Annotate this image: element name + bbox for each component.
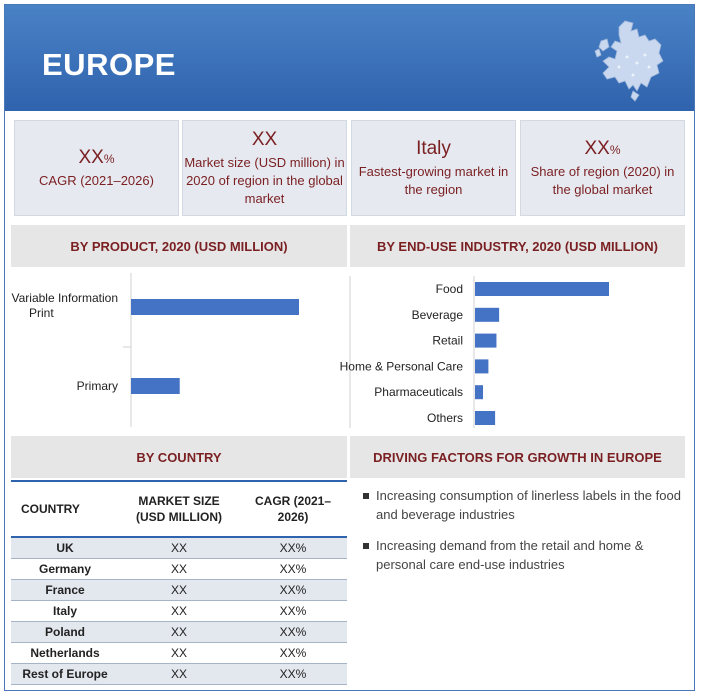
by-end-use-svg	[339, 270, 685, 430]
col-header-country: COUNTRY	[11, 481, 119, 537]
country-cell: Rest of Europe	[11, 663, 119, 684]
kpi-cagr	[14, 120, 179, 216]
cagr-cell: XX%	[239, 600, 347, 621]
kpi-row	[11, 118, 687, 218]
market-size-cell: XX	[119, 663, 239, 684]
country-table	[11, 480, 347, 685]
kpi-value: XX	[78, 146, 104, 168]
driving-factors-heading: DRIVING FACTORS FOR GROWTH IN EUROPE	[350, 436, 685, 478]
market-size-cell: XX	[119, 579, 239, 600]
cagr-cell: XX%	[239, 621, 347, 642]
cagr-cell: XX%	[239, 642, 347, 663]
kpi-value: XX	[584, 137, 610, 159]
bullet-icon	[363, 493, 369, 499]
col-header-market-size	[119, 481, 239, 537]
table-row	[11, 558, 347, 579]
by-end-use-chart	[339, 270, 685, 430]
country-cell: Poland	[11, 621, 119, 642]
country-cell: Netherlands	[11, 642, 119, 663]
factor-text: Increasing consumption of linerless labels in the food and beverage industries	[376, 488, 681, 522]
category-label: Home & Personal Care	[339, 359, 463, 374]
table-row	[11, 642, 347, 663]
bar-3	[475, 359, 488, 373]
cagr-cell: XX%	[239, 537, 347, 558]
table-row	[11, 579, 347, 600]
kpi-share-of-region	[520, 120, 685, 216]
table-row	[11, 537, 347, 558]
by-product-svg	[11, 270, 347, 430]
list-item	[361, 486, 681, 524]
market-size-cell: XX	[119, 537, 239, 558]
kpi-description: Share of region (2020) in the global market	[530, 163, 675, 197]
table-row	[11, 663, 347, 684]
bar-1	[475, 308, 499, 322]
kpi-unit: %	[609, 142, 621, 157]
by-product-chart	[11, 270, 347, 430]
factor-text: Increasing demand from the retail and home & personal care end-use industries	[376, 538, 644, 572]
category-label: Others	[426, 411, 463, 425]
kpi-description: Market size (USD million) in 2020 of region in the global market	[184, 154, 345, 206]
bullet-icon	[363, 543, 369, 549]
driving-factors-list	[361, 486, 681, 586]
bar-0	[131, 299, 299, 315]
kpi-fastest-growing	[351, 120, 516, 216]
col-header-cagr	[239, 481, 347, 537]
europe-map-icon	[589, 17, 669, 103]
by-end-use-heading: BY END-USE INDUSTRY, 2020 (USD MILLION)	[350, 225, 685, 267]
table-row	[11, 621, 347, 642]
country-cell: Italy	[11, 600, 119, 621]
market-size-cell: XX	[119, 558, 239, 579]
country-cell: France	[11, 579, 119, 600]
country-cell: UK	[11, 537, 119, 558]
bar-2	[475, 334, 496, 348]
bar-4	[475, 385, 483, 399]
country-table-body	[11, 537, 347, 684]
kpi-description: CAGR (2021–2026)	[39, 172, 154, 188]
header-banner	[5, 5, 694, 111]
col-header-cagr-text: CAGR (2021–2026)	[254, 494, 332, 524]
col-header-market-size-text: MARKET SIZE (USD MILLION)	[136, 494, 222, 524]
kpi-market-size	[182, 120, 347, 216]
category-label: Retail	[432, 333, 463, 348]
table-row	[11, 600, 347, 621]
bar-1	[131, 378, 180, 394]
market-size-cell: XX	[119, 621, 239, 642]
list-item	[361, 536, 681, 574]
cagr-cell: XX%	[239, 558, 347, 579]
country-cell: Germany	[11, 558, 119, 579]
bar-5	[475, 411, 495, 425]
category-label: Food	[435, 282, 463, 296]
cagr-cell: XX%	[239, 663, 347, 684]
by-country-heading: BY COUNTRY	[11, 436, 347, 478]
category-label: Pharmaceuticals	[374, 385, 463, 400]
kpi-unit: %	[103, 151, 115, 166]
kpi-value: XX	[251, 128, 278, 150]
kpi-description: Fastest-growing market in the region	[358, 163, 509, 197]
market-size-cell: XX	[119, 642, 239, 663]
category-label: Variable Information Print	[11, 291, 118, 320]
kpi-value: Italy	[416, 137, 451, 159]
page-title: EUROPE	[42, 47, 176, 82]
bar-0	[475, 282, 609, 296]
market-size-cell: XX	[119, 600, 239, 621]
by-product-heading: BY PRODUCT, 2020 (USD MILLION)	[11, 225, 347, 267]
category-label: Beverage	[411, 307, 463, 322]
cagr-cell: XX%	[239, 579, 347, 600]
category-label: Primary	[76, 379, 118, 393]
